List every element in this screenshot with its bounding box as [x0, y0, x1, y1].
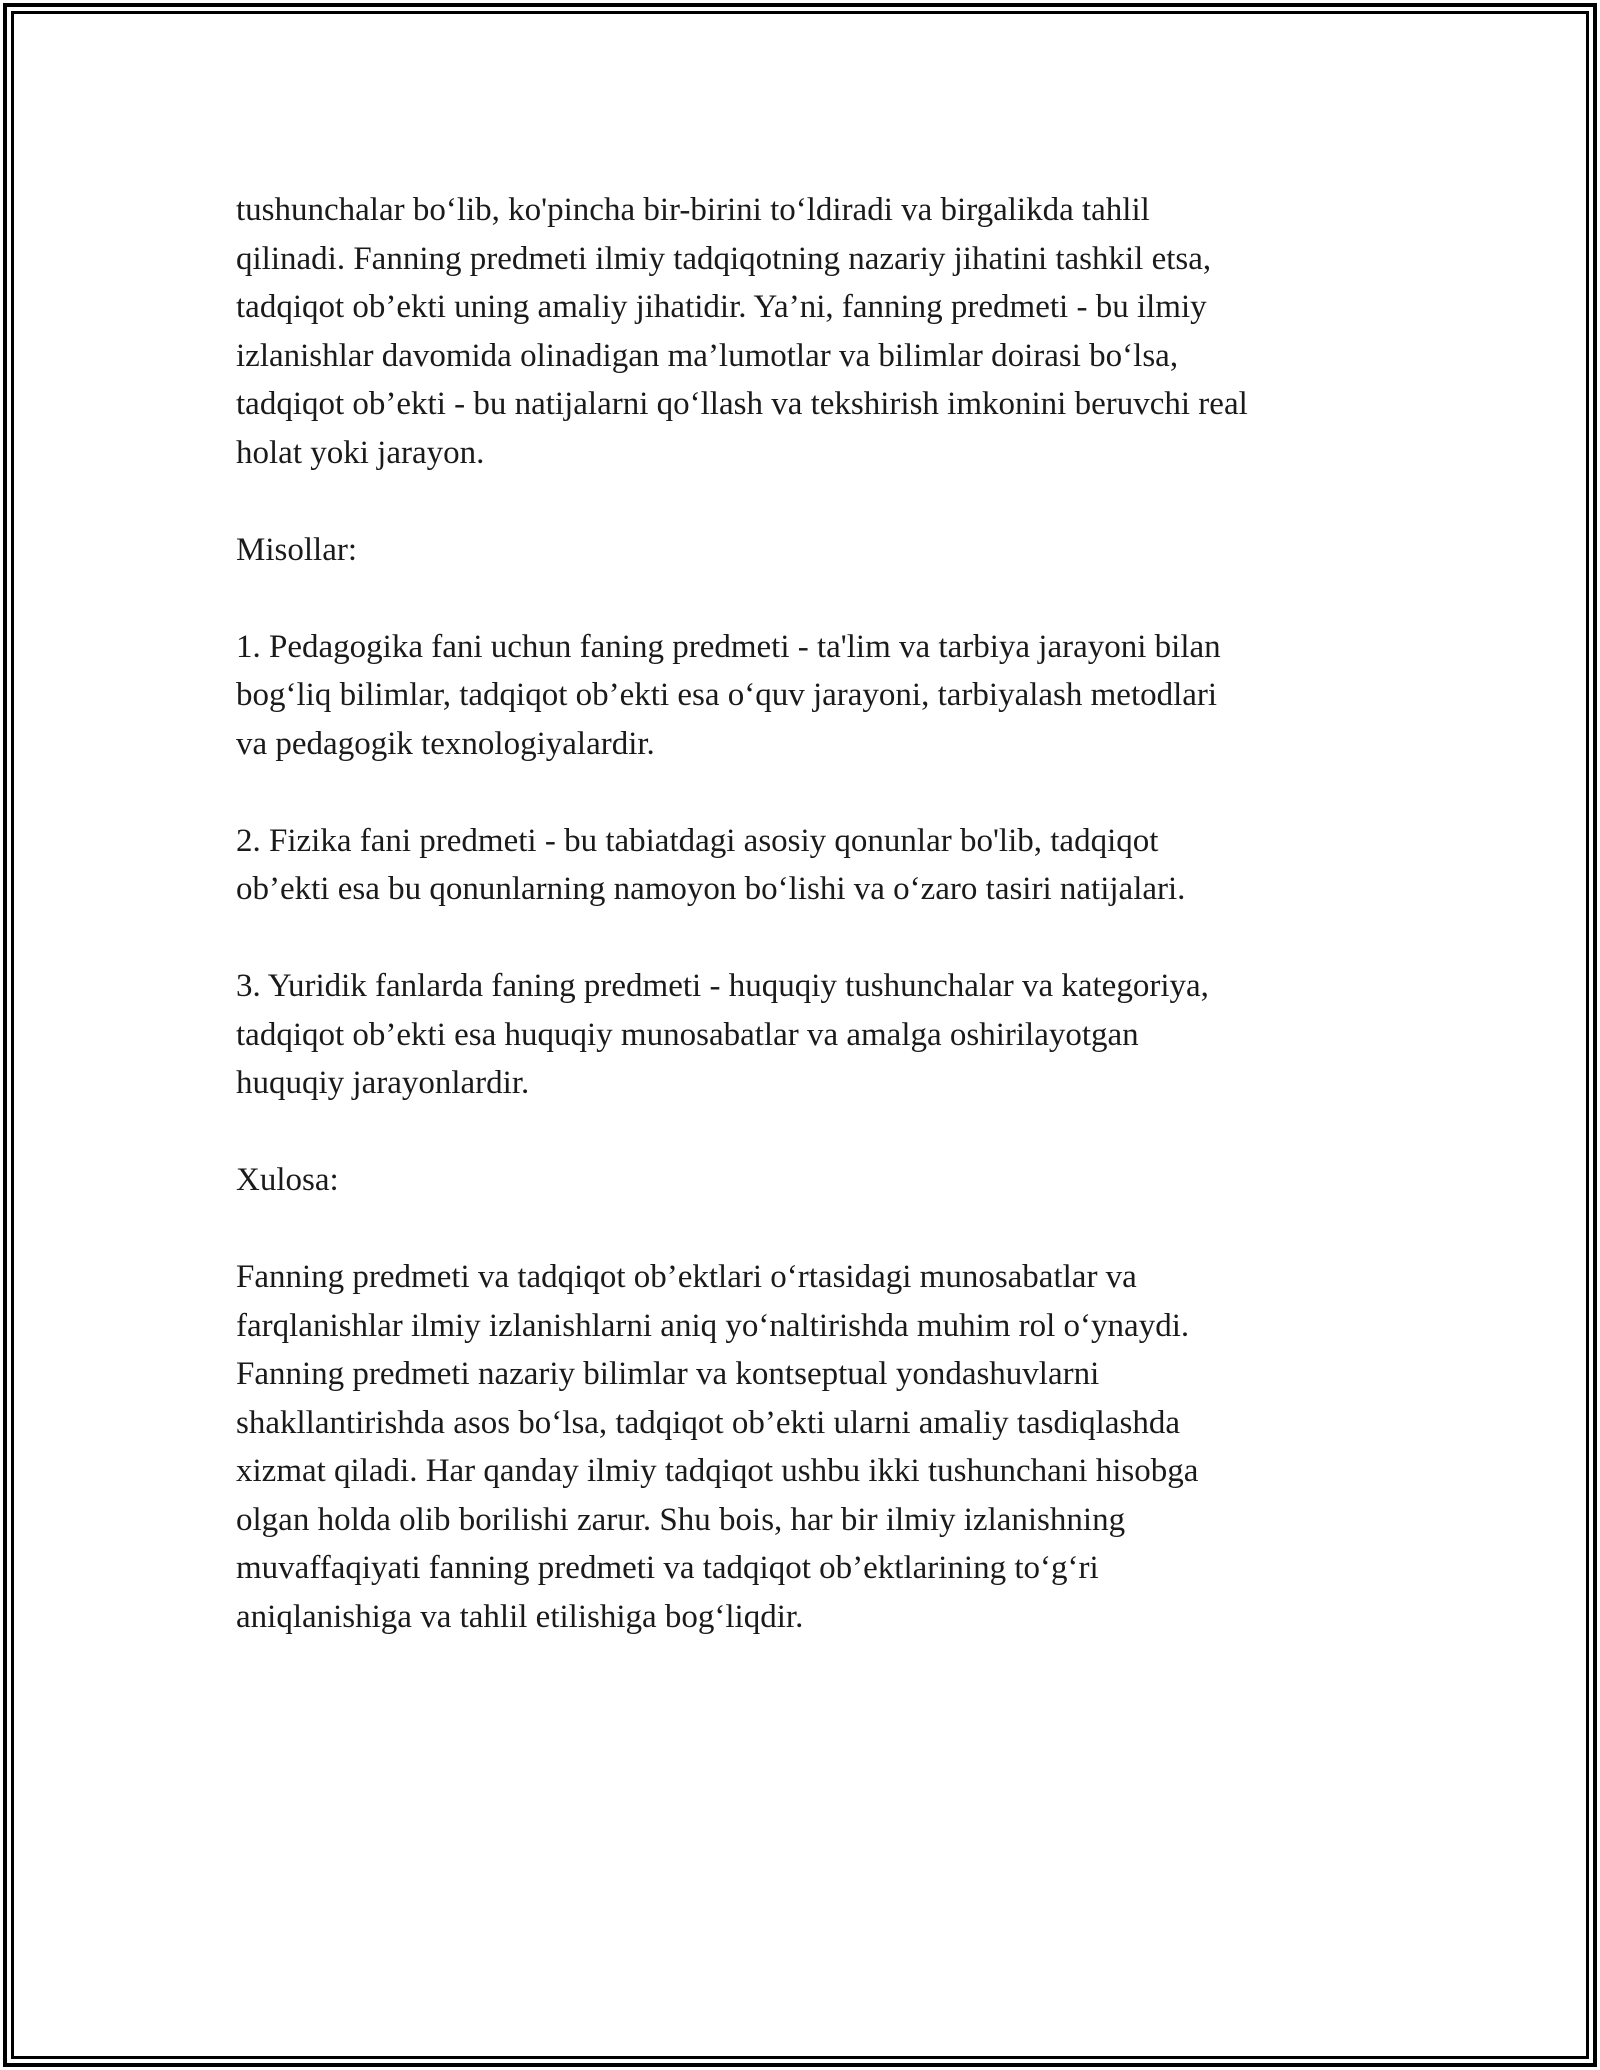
- text-line: olgan holda olib borilishi zarur. Shu bois, har bir ilmiy izlanishning: [236, 1501, 1126, 1538]
- text-line: tushunchalar bo‘lib, ko'pincha bir-birini to‘ldiradi va birgalikda tahlil: [236, 192, 1150, 228]
- example-item-3: [236, 962, 1396, 1108]
- paragraph-intro: [236, 186, 1396, 477]
- text-line: bog‘liq bilimlar, tadqiqot ob’ekti esa o‘quv jarayoni, tarbiyalash metodlari: [236, 677, 1218, 713]
- section-heading: Misollar:: [236, 531, 357, 568]
- heading-examples: [236, 526, 1396, 575]
- text-line: tadqiqot ob’ekti uning amaliy jihatidir. Ya’ni, fanning predmeti - bu ilmiy: [236, 289, 1207, 325]
- text-line: 2. Fizika fani predmeti - bu tabiatdagi asosiy qonunlar bo'lib, tadqiqot: [236, 822, 1159, 859]
- heading-conclusion: [236, 1156, 1396, 1205]
- text-line: aniqlanishiga va tahlil etilishiga bog‘liqdir.: [236, 1598, 804, 1635]
- example-item-2: [236, 817, 1396, 914]
- text-line: shakllantirishda asos bo‘lsa, tadqiqot ob’ekti ularni amaliy tasdiqlashda: [236, 1404, 1180, 1441]
- document-body: [236, 186, 1396, 1690]
- text-line: tadqiqot ob’ekti esa huquqiy munosabatlar va amalga oshirilayotgan: [236, 1016, 1139, 1053]
- example-item-1: [236, 623, 1396, 769]
- text-line: 1. Pedagogika fani uchun faning predmeti - ta'lim va tarbiya jarayoni bilan: [236, 628, 1221, 665]
- text-line: qilinadi. Fanning predmeti ilmiy tadqiqotning nazariy jihatini tashkil etsa,: [236, 240, 1212, 277]
- text-line: xizmat qiladi. Har qanday ilmiy tadqiqot ushbu ikki tushunchani hisobga: [236, 1453, 1199, 1489]
- text-line: tadqiqot ob’ekti - bu natijalarni qo‘llash va tekshirish imkonini beruvchi real: [236, 386, 1248, 422]
- text-line: farqlanishlar ilmiy izlanishlarni aniq yo‘naltirishda muhim rol o‘ynaydi.: [236, 1307, 1190, 1344]
- text-line: huquqiy jarayonlardir.: [236, 1065, 530, 1101]
- text-line: 3. Yuridik fanlarda faning predmeti - huquqiy tushunchalar va kategoriya,: [236, 968, 1209, 1004]
- text-line: holat yoki jarayon.: [236, 434, 485, 471]
- text-line: Fanning predmeti va tadqiqot ob’ektlari o‘rtasidagi munosabatlar va: [236, 1259, 1137, 1295]
- text-line: ob’ekti esa bu qonunlarning namoyon bo‘lishi va o‘zaro tasiri natijalari.: [236, 871, 1186, 907]
- text-line: Fanning predmeti nazariy bilimlar va kontseptual yondashuvlarni: [236, 1356, 1100, 1392]
- text-line: muvaffaqiyati fanning predmeti va tadqiqot ob’ektlarining to‘g‘ri: [236, 1550, 1099, 1586]
- paragraph-conclusion: [236, 1253, 1396, 1641]
- text-line: va pedagogik texnologiyalardir.: [236, 725, 655, 762]
- text-line: izlanishlar davomida olinadigan ma’lumotlar va bilimlar doirasi bo‘lsa,: [236, 337, 1179, 374]
- section-heading: Xulosa:: [236, 1162, 339, 1198]
